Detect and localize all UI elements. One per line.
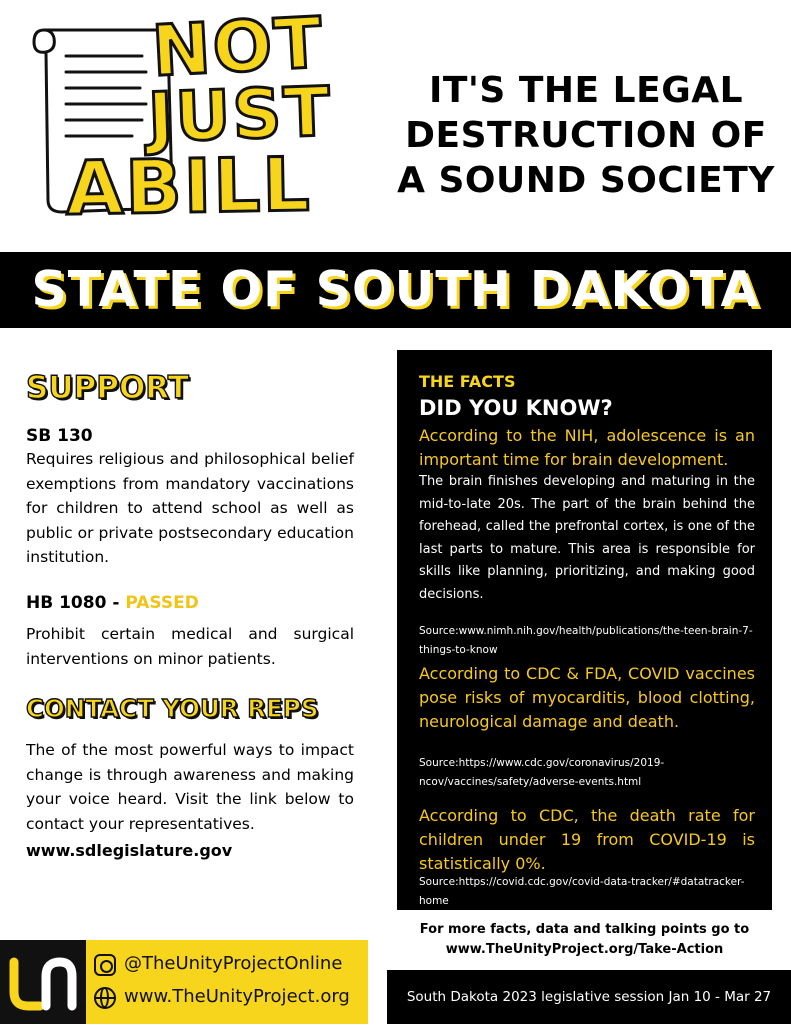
sb-130-label: SB 130 [26,426,93,446]
take-action-link[interactable]: www.TheUnityProject.org/Take-Action [445,942,724,957]
state-banner-title: STATE OF SOUTH DAKOTA [31,261,760,318]
headline-line-2: DESTRUCTION OF [405,115,767,156]
contact-reps-title: CONTACT YOUR REPS [26,694,319,723]
more-info [397,920,772,960]
fact-3-headline: According to CDC, the death rate for children under 19 from COVID-19 is statistically 0%. [419,806,755,873]
fact-3-source: Source:https://covid.cdc.gov/covid-data-tracker/#datatracker-home [419,876,745,907]
unity-project-logo-icon [0,940,86,1024]
website-link[interactable]: www.TheUnityProject.org [124,986,350,1007]
logo-word-not: NOT [149,1,326,93]
instagram-icon[interactable] [94,954,116,976]
logo-word-just: JUST [146,72,334,159]
instagram-handle-link[interactable]: @TheUnityProjectOnline [124,953,343,974]
facts-label: THE FACTS [419,372,516,391]
headline [385,68,787,203]
sb-130-description: Requires religious and philosophical belief exemptions from mandatory vaccinations for children to attend school as well as public or private postsecondary education institution. [26,450,354,566]
more-info-text: For more facts, data and talking points go to [419,922,750,937]
fact-2-headline: According to CDC & FDA, COVID vaccines pose risks of myocarditis, blood clotting, neurological damage and death. [419,664,755,731]
contact-reps-description: The of the most powerful ways to impact change is through awareness and making your voice heard. Visit the link below to contact your representatives. [26,741,354,833]
fact-2-source: Source:https://www.cdc.gov/coronavirus/2019-ncov/vaccines/safety/adverse-events.html [419,757,665,788]
hb-1080-description: Prohibit certain medical and surgical interventions on minor patients. [26,625,354,668]
hb-1080-name: HB 1080 - [26,593,126,613]
fact-1-headline: According to the NIH, adolescence is an important time for brain development. [419,426,755,469]
logo-word-abill: ABILL [65,141,313,233]
globe-icon[interactable] [94,987,116,1009]
hb-1080-label [26,593,199,613]
fact-1-body: The brain finishes developing and maturing in the mid-to-late 20s. The part of the brain behind the forehead, called the prefrontal cortex, is one of the last parts to mature. This area is responsible for skills like planning, prioritizing, and making good decisions. [419,474,755,602]
hb-1080-status: PASSED [125,593,199,613]
fact-1-source: Source:www.nimh.nih.gov/health/publications/the-teen-brain-7-things-to-know [419,625,753,656]
session-dates: South Dakota 2023 legislative session Jan 10 - Mar 27 [387,970,791,1024]
support-title: SUPPORT [26,370,189,406]
unity-project-logo [0,940,86,1024]
sd-legislature-link[interactable]: www.sdlegislature.gov [26,841,233,860]
headline-line-1: IT'S THE LEGAL [428,70,744,111]
facts-heading: DID YOU KNOW? [419,396,613,420]
headline-line-3: A SOUND SOCIETY [397,160,775,201]
